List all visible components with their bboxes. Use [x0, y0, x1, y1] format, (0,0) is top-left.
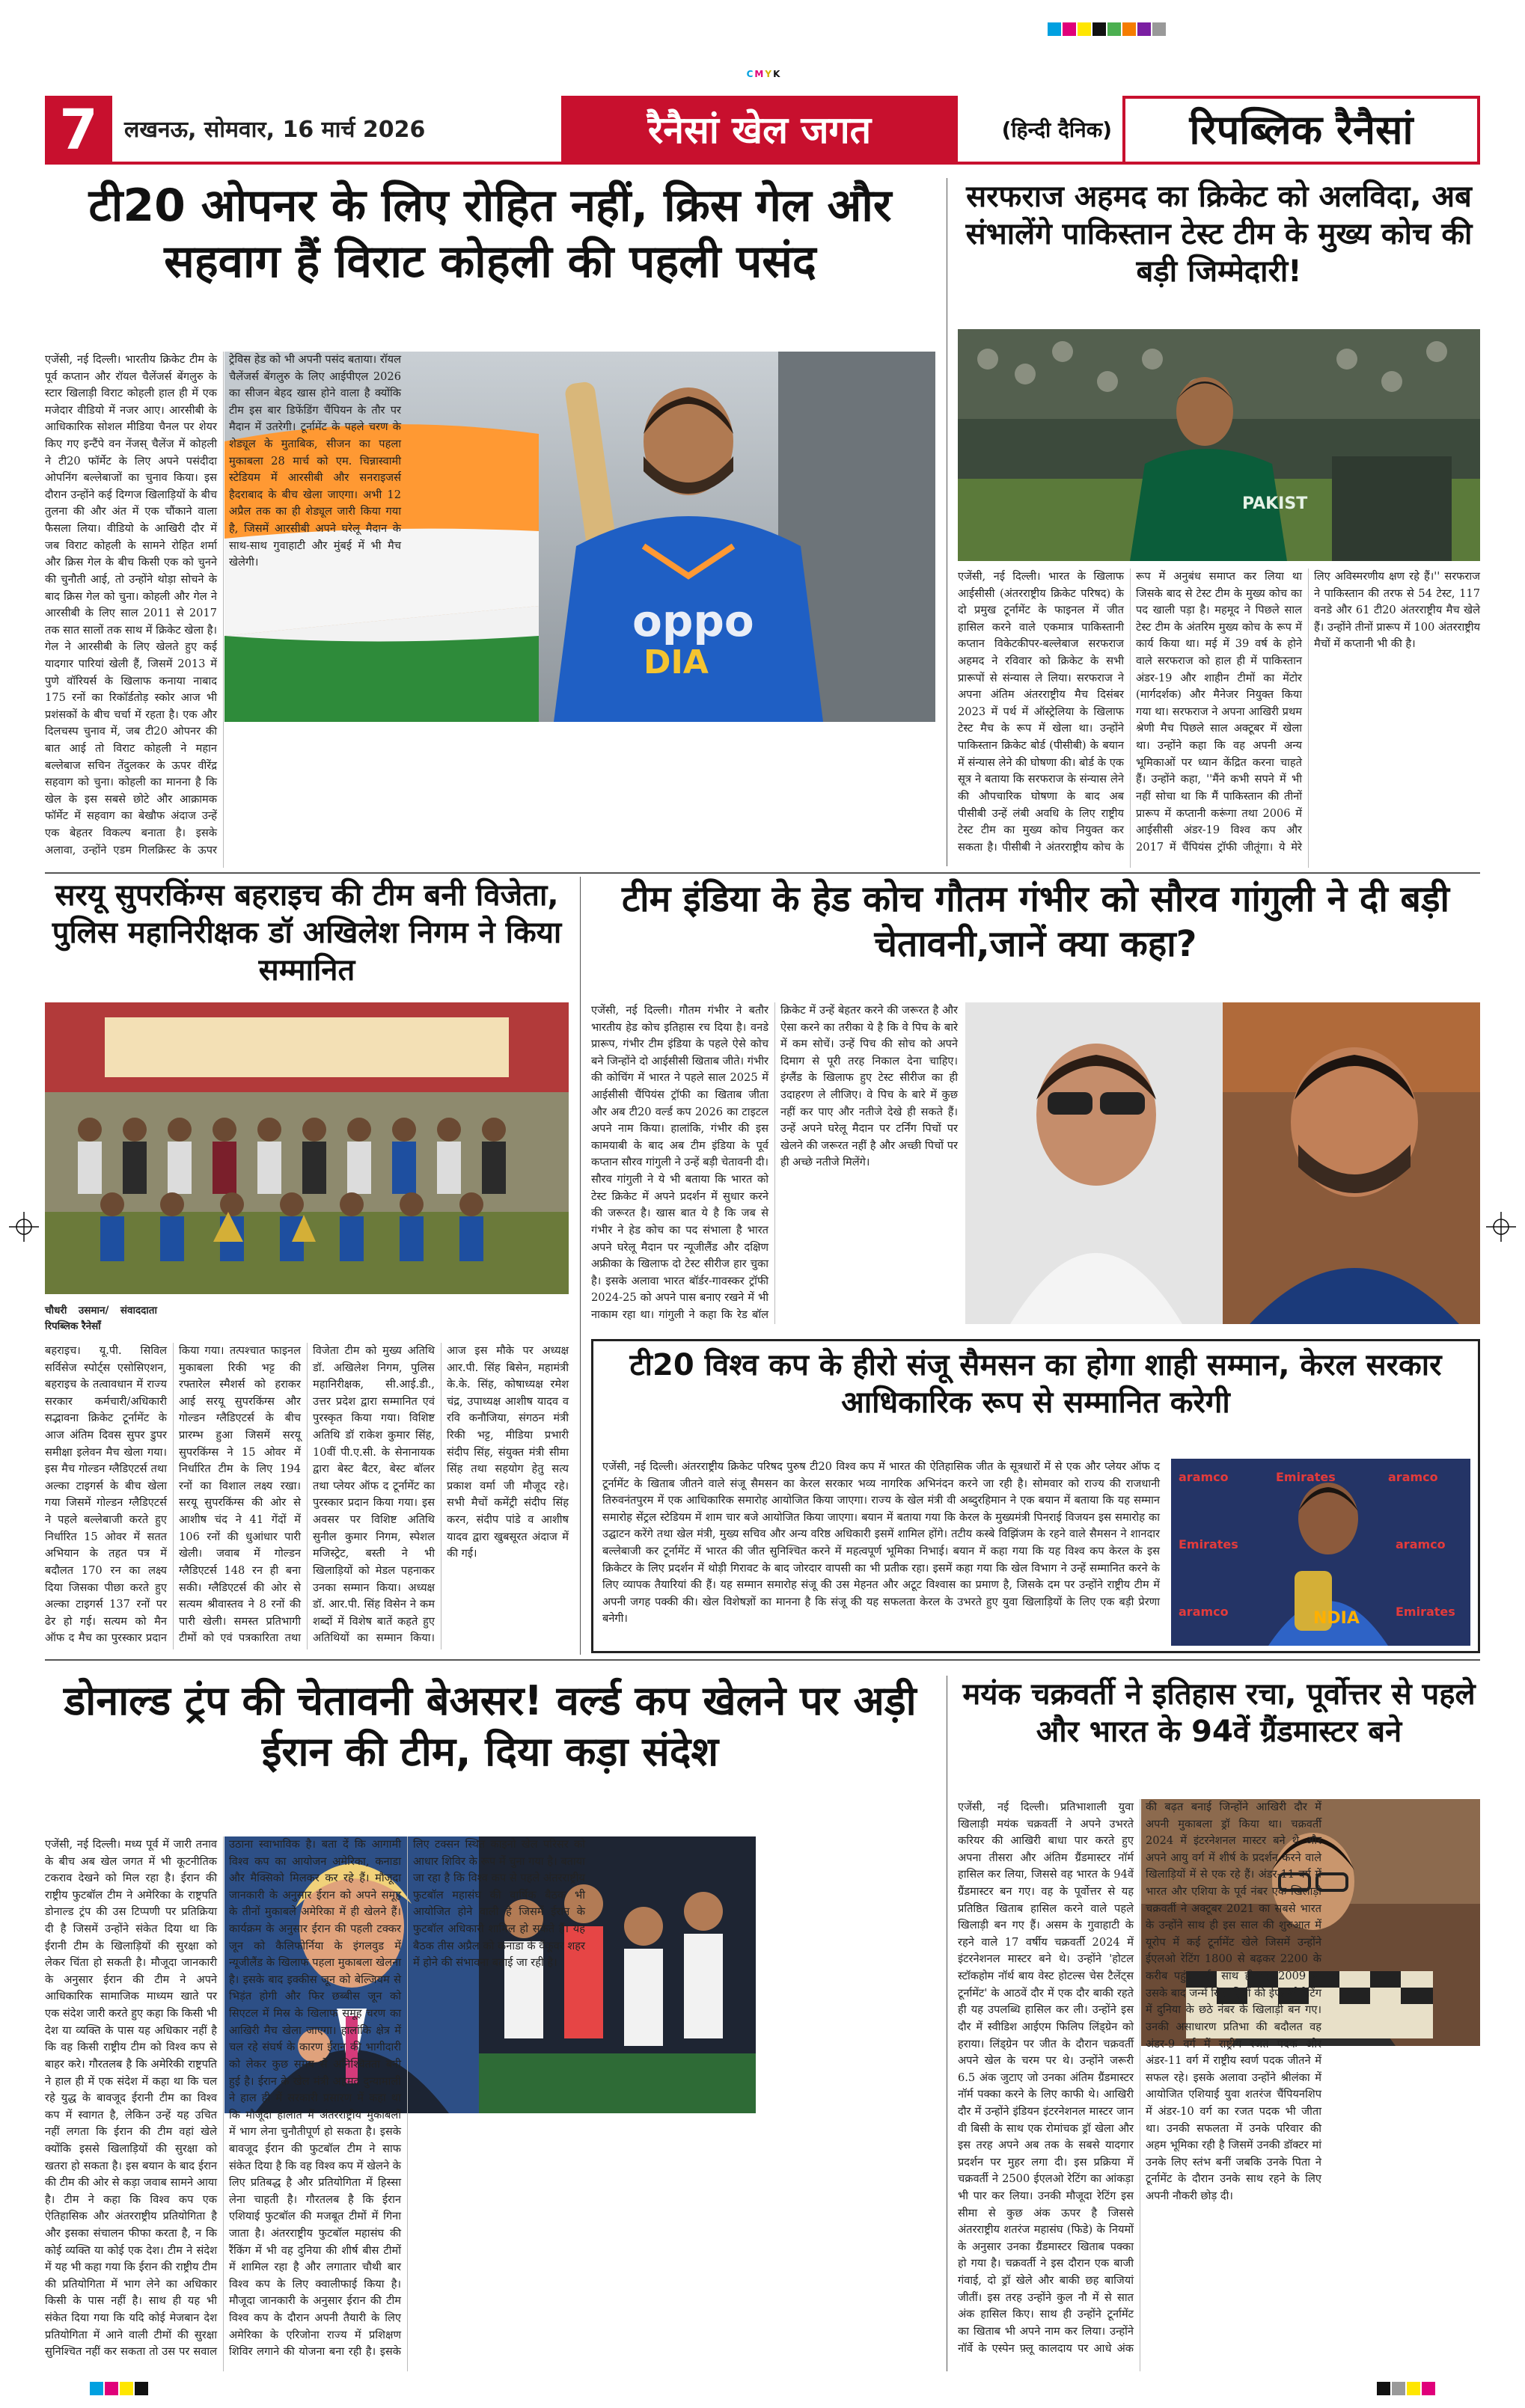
svg-text:Emirates: Emirates: [1179, 1537, 1238, 1551]
samson-body-cols: [602, 1459, 1160, 1646]
gambhir-body-cols: [591, 1002, 958, 1324]
gambhir-headline: टीम इंडिया के हेड कोच गौतम गंभीर को सौरव गांगुली ने दी बड़ी चेतावनी,जानें क्या कहा?: [621, 878, 1449, 965]
svg-text:Emirates: Emirates: [1396, 1605, 1455, 1619]
cmyk-c: C: [746, 69, 754, 79]
masthead: [45, 96, 1480, 165]
bahraich-body: बहराइच। यू.पी. सिविल सर्विसेज स्पोर्ट्स एसोसिएशन, बहराइच के तत्वावधान में राज्य सरकार कर्मचारी/अधिकारी सद्भावना क्रिकेट टूर्नामेंट के आज अंतिम दिवस सुपर डुपर समीक्षा इलेवन मैच खेला गया।इस मैच गोल्डन ग्लैडिएटर्स तथा अल्का टाइगर्स के बीच खेला गया जिसमें गोल्डन ग्लैडिएटर्स ने पहले बल्लेबाजी करते हुए निर्धारित 15 ओवर में सतत अभियान के तहत पत्र में बदौलत 170 रन का लक्ष्य दिया जिसका पीछा करते हुए अल्का टाइगर्स 137 रनों पर ढेर हो गई। सत्यम को मैन ऑफ द मैच का पुरस्कार प्रदान किया गया। तत्पश्चात फाइनल मुकाबला रिकी भट्ट की रफ्तारेल स्मैशर्स को हराकर आई सरयू सुपरकिंग्स और गोल्डन ग्लैडिएटर्स के बीच प्रारम्भ हुआ जिसमें सरयू सुपरकिंग्स ने 15 ओवर में निर्धारित टीम के लिए 194 रनों का विशाल लक्ष्य रखा। सरयू सुपरकिंग्स की ओर से आशीष चंद ने 41 गेंदों में 106 रनों की धुआंधार पारी खेली। जवाब में गोल्डन ग्लैडिएटर्स 148 रन ही बना सकी। ग्लैडिएटर्स की ओर से सत्यम श्रीवास्तव ने 8 रनों की पारी खेली। समस्त प्रतिभागी टीमों को एवं पत्रकारिता तथा विजेता टीम को मुख्य अतिथि डॉ. अखिलेश निगम, पुलिस महानिरीक्षक, सी.आई.डी., उत्तर प्रदेश द्वारा सम्मानित एवं पुरस्कृत किया गया। विशिष्ट अतिथि डॉ राकेश कुमार सिंह, 10वीं पी.ए.सी. के सेनानायक द्वारा बेस्ट बैटर, बेस्ट बॉलर तथा प्लेयर ऑफ द टूर्नामेंट का पुरस्कार प्रदान किया गया। इस अवसर पर विशिष्ट अतिथि सुनील कुमार निगम, स्पेशल मजिस्ट्रेट, बस्ती ने भी खिलाड़ियों को मेडल पहनाकर उनका सम्मान किया। अध्यक्ष डॉ. आर.पी. सिंह विसेन ने कम शब्दों में विशेष बातें कहते हुए अतिथियों का सम्मान किया। आज इस मौके पर अध्यक्ष आर.पी. सिंह बिसेन, महामंत्री के.के. सिंह, कोषाध्यक्ष रमेश चंद्र, उपाध्यक्ष आशीष यादव व रवि कनौजिया, संगठन मंत्री रिकी भट्ट, मीडिया प्रभारी संदीप सिंह, संयुक्त मंत्री सीमा सिंह तथा सहयोग हेतु सत्य प्रकाश वर्मा जी मौजूद रहे। सभी मैचों कमेंट्री संदीप सिंह करन, संदीप पांडे व आशीष यादव द्वारा खुबसूरत अंदाज में की गई।: [45, 1344, 569, 1645]
cmyk-y: Y: [765, 69, 772, 79]
svg-text:DIA: DIA: [644, 643, 709, 681]
svg-text:PAKIST: PAKIST: [1242, 494, 1308, 513]
page-number: 7: [45, 96, 112, 165]
brand-logo: रिपब्लिक रैनैसां: [1122, 96, 1480, 165]
samson-photo: [1171, 1459, 1470, 1646]
sarfaraz-photo-art: [958, 329, 1480, 561]
svg-text:Emirates: Emirates: [1276, 1470, 1336, 1484]
iran-body-cols: [224, 2121, 756, 2371]
crosshair-icon: [1486, 1212, 1516, 1242]
sarfaraz-photo: [958, 329, 1480, 561]
svg-text:NDIA: NDIA: [1313, 1609, 1360, 1628]
mayank-body: एजेंसी, नई दिल्ली। प्रतिभाशाली युवा खिलाड़ी मयंक चक्रवर्ती ने अपने उभरते करियर की आखिरी बाधा पार करते हुए अपना तीसरा और अंतिम ग्रैंडमास्टर नॉर्म हासिल कर लिया, जिससे वह भारत के 94वें ग्रैंडमास्टर बन गए। वह के पूर्वोत्तर से यह प्रतिष्ठित खिताब हासिल करने वाले पहले खिलाड़ी बन गए हैं। असम के गुवाहाटी के रहने वाले 17 वर्षीय चक्रवर्ती 2024 में इंटरनेशनल मास्टर बने थे। उन्होंने 'होटल स्टॉकहोम नॉर्थ बाय वेस्ट होटल्स चेस टैलेंट्स टूर्नामेंट' के आठवें दौर में एक दौर बाकी रहते ही यह उपलब्धि हासिल कर ली। उन्होंने इस दौर में स्वीडिश आईएम फिलिप लिंड्ग्रेन को हराया। लिंड्ग्रेन पर जीत के दौरान चक्रवर्ती अपने खेल के चरम पर थे। उन्होंने जरूरी 6.5 अंक जुटाए जो उनका अंतिम ग्रैंडमास्टर नॉर्म पक्का करने के लिए काफी थे। आखिरी दौर में उन्होंने इंडियन इंटरनेशनल मास्टर जान वी बिसी के साथ एक रोमांचक ड्रॉ खेला और इस तरह अपने अब तक के सबसे यादगार प्रदर्शन पर मुहर लगा दी। इस प्रक्रिया में चक्रवर्ती ने 2500 ईएलओ रेटिंग का आंकड़ा भी पार कर लिया। उनकी मौजूदा रेटिंग इस सीमा से कुछ अंक ऊपर है जिससे अंतरराष्ट्रीय शतरंज महासंघ (फिडे) के नियमों के अनुसार उनका ग्रैंडमास्टर खिताब पक्का हो गया है। चक्रवर्ती ने इस दौरान एक बाजी गंवाई, दो ड्रॉ खेले और बाकी छह बाजियां जीतीं। इस तरह उन्होंने कुल नौ में से सात अंक हासिल किए। साथ ही उन्होंने टूर्नामेंट का खिताब भी अपने नाम कर लिया। उन्होंने नॉर्वे के एस्पेन फ़्लू कालदाय पर आधे अंक की बढ़त बनाई जिन्होंने आखिरी दौर में अपनी मुकाबला ड्रॉ किया था। चक्रवर्ती 2024 में इंटरनेशनल मास्टर बने थे और अपने आयु वर्ग में शीर्ष के प्रदर्शन करने वाले खिलाड़ियों में से एक रहे हैं। अंडर-11 वर्ग में भारत और एशिया के पूर्व नंबर एक खिलाड़ी चक्रवर्ती ने अक्टूबर 2021 का सबसे भारत के उन्होंने साथ ही इस साल की शुरुआत में यूरोप में कई टूर्नामेंट खेले जिसमें उन्होंने ईएलओ रेटिंग 1800 से बढ़कर 2200 के करीब पहुंच गई। साथ ही वह 2009 या उसके बाद जन्में खिलाड़ियों की ईएलओ रेटिंग में दुनिया के छठे नंबर के खिलाड़ी बन गए। उनकी असाधारण प्रतिभा की बदौलत वह अंडर-9 वर्ग में राष्ट्रीय रजत पदक और अंडर-11 वर्ग में राष्ट्रीय स्वर्ण पदक जीतने में सफल रहे। इसके अलावा उन्होंने श्रीलंका में आयोजित एशियाई युवा शतरंज चैंपियनशिप में अंडर-10 वर्ग का रजत पदक भी जीता था। उनकी सफलता में उनके परिवार की अहम भूमिका रही है जिसमें उनकी डॉक्टर मां उनके लिए स्तंभ बनीं जबकि उनके पिता ने टूर्नामेंट के दौरान उनके साथ रहने के लिए अपनी नौकरी छोड़ दी।: [958, 1801, 1321, 2355]
edition-date: लखनऊ, सोमवार, 16 मार्च 2026: [112, 96, 561, 165]
svg-text:aramco: aramco: [1179, 1470, 1229, 1484]
bottom-margin: [0, 2371, 1525, 2408]
sarfaraz-body-cols: [958, 569, 1480, 868]
gambhir-photo: [965, 1002, 1480, 1324]
column-rule: [580, 877, 581, 1655]
sarfaraz-body: एजेंसी, नई दिल्ली। भारत के खिलाफ आईसीसी (अंतरराष्ट्रीय क्रिकेट परिषद) के दो प्रमुख टूर्नामेंट के फाइनल में जीत हासिल करने वाले एकमात्र पाकिस्तानी कप्तान विकेटकीपर-बल्लेबाज सरफराज अहमद ने रविवार को क्रिकेट के सभी प्रारूपों से संन्यास ले लिया। सरफराज ने अपना अंतिम अंतरराष्ट्रीय मैच दिसंबर 2023 में पर्थ में ऑस्ट्रेलिया के खिलाफ टेस्ट मैच के रूप में खेला था। उन्होंने पाकिस्तान क्रिकेट बोर्ड (पीसीबी) के बयान में संन्यास लेने की घोषणा की। बोर्ड के एक सूत्र ने बताया कि सरफराज के संन्यास लेने की औपचारिक घोषणा के बाद अब पीसीबी उन्हें लंबी अवधि के लिए राष्ट्रीय टेस्ट टीम का मुख्य कोच नियुक्त कर सकता है। पीसीबी ने अंतरराष्ट्रीय कोच के रूप में अनुबंध समाप्त कर लिया था जिसके बाद से टेस्ट टीम के मुख्य कोच का पद खाली पड़ा है। महमूद ने पिछले साल टेस्ट टीम के अंतरिम मुख्य कोच के रूप में कार्य किया था। मई में 39 वर्ष के होने वाले सरफराज को हाल ही में पाकिस्तान अंडर-19 और शाहीन टीमों का मेंटोर (मार्गदर्शक) और मैनेजर नियुक्त किया गया था। सरफराज ने अपना आखिरी प्रथम श्रेणी मैच पिछले साल अक्टूबर में खेला था। उन्होंने कहा कि वह अपनी अन्य भूमिकाओं पर ध्यान केंद्रित करना चाहते हैं। उन्होंने कहा, ''मैंने कभी सपने में भी नहीं सोचा था कि मैं पाकिस्तान की तीनों प्रारूप में कप्तानी करूंगा तथा 2006 में आईसीसी अंडर-19 विश्व कप और 2017 में चैंपियंस ट्रॉफी जीतूंगा। ये मेरे लिए अविस्मरणीय क्षण रहे हैं।'' सरफराज ने पाकिस्तान की तरफ से 54 टेस्ट, 117 वनडे और 61 टी20 अंतरराष्ट्रीय मैच खेले हैं। उन्होंने तीनों प्रारूप में 100 अंतरराष्ट्रीय मैचों में कप्तानी भी की है।: [958, 570, 1480, 854]
mayank-body-col1: [958, 1799, 1321, 2371]
section-title: रैनैसां खेल जगत: [561, 96, 958, 165]
bahraich-headline: सरयू सुपरकिंग्स बहराइच की टीम बनी विजेता, पुलिस महानिरीक्षक डॉ अखिलेश निगम ने किया सम्मानित: [52, 878, 562, 987]
iran-body-col1: [45, 1836, 585, 2371]
bahraich-photo-art: [45, 1002, 569, 1294]
cmyk-m: M: [754, 69, 764, 79]
svg-text:oppo: oppo: [632, 595, 754, 646]
sarfaraz-headline: सरफराज अहमद का क्रिकेट को अलविदा, अब संभालेंगे पाकिस्तान टेस्ट टीम के मुख्य कोच की बड़ी जिम्मेदारी!: [965, 180, 1473, 289]
samson-headline: टी20 विश्व कप के हीरो संजू सैमसन का होगा शाही सम्मान, केरल सरकार आधिकारिक रूप से सम्मानित करेगी: [629, 1348, 1442, 1420]
mayank-body-cols: [1141, 2053, 1480, 2371]
gambhir-body: एजेंसी, नई दिल्ली। गौतम गंभीर ने बतौर भारतीय हेड कोच इतिहास रच दिया है। वनडे प्रारूप, गंभीर टीम इंडिया के पहले ऐसे कोच बने जिन्होंने दो आईसीसी खिताब जीते। गंभीर की कोचिंग में भारत ने पहले साल 2025 में आईसीसी चैंपियंस ट्रॉफी का खिताब जीता और अब टी20 वर्ल्ड कप 2026 का टाइटल अपने नाम किया। हालांकि, गंभीर की इस कामयाबी के बाद अब टीम इंडिया के पूर्व कप्तान सौरव गांगुली ने उन्हें बड़ी चेतावनी दी। सौरव गांगुली ने ये भी बताया कि भारत को टेस्ट क्रिकेट में अपने प्रदर्शन में सुधार करने की जरूरत है। खास बात ये है कि जब से गंभीर ने हेड कोच का पद संभाला है भारत अपने घरेलू मैदान पर न्यूजीलैंड और दक्षिण अफ्रीका के खिलाफ दो टेस्ट सीरीज हार चुका है। इसके अलावा भारत बॉर्डर-गावस्कर ट्रॉफी 2024-25 को अपने पास बनाए रखने में भी नाकाम रहा था। गांगुली ने कहा कि रेड बॉल क्रिकेट में उन्हें बेहतर करने की जरूरत है और ऐसा करने का तरीका ये है कि वे पिच के बारे में कम सोचें। उन्हें पिच की सोच को अपने दिमाग से पूरी तरह निकाल देना चाहिए। इंग्लैंड के खिलाफ हुए टेस्ट सीरीज का ही उदाहरण ले लीजिए। वे पिच के बारे में कुछ नहीं कर पाए और नतीजे देखे ही सकते हैं। उन्हें अपने घरेलू मैदान पर टर्निंग पिचों पर खेलने की जरूरत नहीं है और अच्छी पिचों पर ही अच्छे नतीजे मिलेंगे।: [591, 1004, 958, 1321]
svg-text:aramco: aramco: [1179, 1605, 1229, 1619]
svg-text:aramco: aramco: [1396, 1537, 1446, 1551]
cmyk-k: K: [773, 69, 780, 79]
edition-label: (हिन्दी दैनिक): [958, 96, 1122, 165]
bahraich-body-cols: [45, 1343, 569, 1649]
section-divider: [45, 1659, 1480, 1661]
samson-photo-art: [1171, 1459, 1470, 1646]
kohli-headline: टी20 ओपनर के लिए रोहित नहीं, क्रिस गेल और सहवाग हैं विराट कोहली की पहली पसंद: [88, 180, 892, 288]
iran-body: एजेंसी, नई दिल्ली। मध्य पूर्व में जारी तनाव के बीच अब खेल जगत में भी कूटनीतिक टकराव देखने को मिल रहा है। ईरान की राष्ट्रीय फुटबॉल टीम ने अमेरिका के राष्ट्रपति डोनाल्ड ट्रंप की उस टिप्पणी पर प्रतिक्रिया दी है जिसमें उन्होंने संकेत दिया था कि ईरानी टीम के खिलाड़ियों की सुरक्षा को लेकर चिंता हो सकती है। मौजूदा जानकारी के अनुसार ईरान की टीम ने अपने आधिकारिक सामाजिक माध्यम खाते पर एक संदेश जारी करते हुए कहा कि किसी भी देश या व्यक्ति के पास यह अधिकार नहीं है कि वह किसी राष्ट्रीय टीम को विश्व कप से बाहर करे। गौरतलब है कि अमेरिकी राष्ट्रपति ने हाल ही में एक संदेश में कहा था कि चल रहे युद्ध के बावजूद ईरानी टीम का विश्व कप में स्वागत है, लेकिन उन्हें यह उचित नहीं लगता कि ईरान की टीम वहां खेले क्योंकि इससे खिलाड़ियों की सुरक्षा को खतरा हो सकता है। इस बयान के बाद ईरान की टीम की ओर से कड़ा जवाब सामने आया है। टीम ने कहा कि विश्व कप एक ऐतिहासिक और अंतरराष्ट्रीय प्रतियोगिता है और इसका संचालन फीफा करता है, न कि कोई व्यक्ति या कोई एक देश। टीम ने संदेश में यह भी कहा गया कि ईरान की राष्ट्रीय टीम की प्रतियोगिता में भाग लेने का अधिकार किसी के पास नहीं है। साथ ही यह भी संकेत दिया गया कि यदि कोई मेजबान देश प्रतियोगिता में आने वाली टीमों की सुरक्षा सुनिश्चित नहीं कर सकता तो उस पर सवाल उठाना स्वाभाविक है। बता दें कि आगामी विश्व कप का आयोजन अमेरिका, कनाडा और मैक्सिको मिलकर कर रहे हैं। मौजूदा जानकारी के अनुसार ईरान को अपने समूह के तीनों मुकाबले अमेरिका में ही खेलने हैं। कार्यक्रम के अनुसार ईरान की पहली टक्कर जून को कैलिफोर्निया के इंगलवुड में न्यूजीलैंड के खिलाफ पहला मुकाबला खेलना है। इसके बाद इक्कीस जून को बेल्जियम से भिड़ंत होगी और फिर छब्बीस जून को सिएटल में मिस्र के खिलाफ समूह चरण का आखिरी मैच खेला जाएगा। हालांकि क्षेत्र में चल रहे संघर्ष के कारण ईरान की भागीदारी को लेकर कुछ समय से अनिश्चितता बनी हुई है। ईरान के खेल मंत्री अहमद दुन्यामाली ने हाल ही में सरकारी प्रसारण में कहा था कि मौजूदा हालात में अंतरराष्ट्रीय मुकाबलों में भाग लेना चुनौतीपूर्ण हो सकता है। इसके बावजूद ईरान की फुटबॉल टीम ने साफ संकेत दिया है कि वह विश्व कप में खेलने के लिए प्रतिबद्ध है और प्रतियोगिता में हिस्सा लेना चाहती है। गौरतलब है कि ईरान एशियाई फुटबॉल की मजबूत टीमों में गिना जाता है। अंतरराष्ट्रीय फुटबॉल महासंघ की रैंकिंग में भी वह दुनिया की शीर्ष बीस टीमों में शामिल रहा है और लगातार चौथी बार विश्व कप के लिए क्वालीफाई किया है। मौजूदा जानकारी के अनुसार ईरान की टीम विश्व कप के दौरान अपनी तैयारी के लिए अमेरिका के एरिजोना राज्य में प्रशिक्षण शिविर लगाने की योजना बना रही है। इसके लिए टक्सन स्थित काइनो खेल परिसर को आधार शिविर के रूप में चुना गया है। बताया जा रहा है कि विश्व कप से पहले अंतरराष्ट्रीय फुटबॉल महासंघ की वार्षिक बैठक भी आयोजित होने वाली है जिसमें ईरान के फुटबॉल अधिकारी शामिल हो सकते हैं। यह बैठक तीस अप्रैल को कनाडा के वैंकूवर शहर में होने की संभावना बताई जा रही है।: [45, 1838, 585, 2359]
section-divider: [45, 872, 1480, 874]
kohli-body: एजेंसी, नई दिल्ली। भारतीय क्रिकेट टीम के पूर्व कप्तान और रॉयल चैलेंजर्स बेंगलुरु के स्टार खिलाड़ी विराट कोहली हाल ही में एक मजेदार वीडियो में नजर आए। आरसीबी के आधिकारिक सोशल मीडिया चैनल पर शेयर किए गए इन्टैंपे वन नेंजस् चैलेंज में कोहली ने टी20 फॉर्मेट के लिए अपने पसंदीदा ओपनिंग बल्लेबाजों का चुनाव किया। इस दौरान उन्होंने कई दिग्गज खिलाड़ियों के बीच तुलना की और अंत में एक चौंकाने वाला फैसला लिया। वीडियो के आखिरी दौर में जब विराट कोहली के सामने रोहित शर्मा और क्रिस गेल के बीच किसी एक को चुनने की चुनौती आई, तो उन्होंने थोड़ा सोचने के बाद क्रिस गेल को चुना। कोहली और गेल ने आरसीबी के लिए साल 2011 से 2017 तक सात सालों तक साथ में क्रिकेट खेला है। गेल ने आरसीबी के लिए खेलते हुए कई यादगार पारियां खेली हैं, जिसमें 2013 में पुणे वॉरियर्स के खिलाफ कनाया नाबाद 175 रनों का रिकॉर्डतोड़ स्कोर आज भी प्रशंसकों के बीच चर्चा में रहता है। एक और दिलचस्प चुनाव में, जब टी20 ओपनर की बात आई तो विराट कोहली ने महान बल्लेबाज सचिन तेंदुलकर के ऊपर वीरेंद्र सहवाग को चुना। कोहली का मानना है कि खेल के इस सबसे छोटे और आक्रामक फॉर्मेट में सहवाग का बेखौफ अंदाज उन्हें एक बेहतर विकल्प बनाता है। इसके अलावा, उन्होंने एडम गिलक्रिस्ट के ऊपर ट्रेविस हेड को भी अपनी पसंद बताया। रॉयल चैलेंजर्स बेंगलुरु के लिए आईपीएल 2026 का सीजन बेहद खास होने वाला है क्योंकि टीम इस बार डिफेंडिंग चैंपियन के तौर पर मैदान में उतरेगी। टूर्नामेंट के पहले चरण के शेड्यूल के मुताबिक, सीजन का पहला मुकाबला 28 मार्च को एम. चिन्नास्वामी स्टेडियम में आरसीबी और सनराइजर्स हैदराबाद के बीच खेला जाएगा। अभी 12 अप्रैल तक का ही शेड्यूल जारी किया गया है, जिसमें आरसीबी अपने घरेलू मैदान के साथ-साथ गुवाहाटी और मुंबई में भी मैच खेलेगी।: [45, 353, 401, 857]
gambhir-photo-art: [965, 1002, 1480, 1324]
mayank-headline: मयंक चक्रवर्ती ने इतिहास रचा, पूर्वोत्तर से पहले और भारत के 94वें ग्रैंडमास्टर बने: [962, 1677, 1476, 1749]
kohli-body-col1: [45, 352, 401, 868]
registration-marks-bottom: [0, 2371, 1525, 2408]
iran-body-col-last: [763, 1836, 935, 2371]
samson-body: एजेंसी, नई दिल्ली। अंतरराष्ट्रीय क्रिकेट परिषद पुरुष टी20 विश्व कप में भारत की ऐतिहासिक जीत के सूत्रधारों में से एक और प्लेयर ऑफ द टूर्नामेंट के खिताब जीतने वाले संजू सैमसन का केरल सरकार भव्य नागरिक अभिनंदन करने जा रही है। सोमवार को राज्य की राजधानी तिरुवनंतपुरम में एक आधिकारिक समारोह आयोजित किया जाएगा। राज्य के खेल मंत्री वी अब्दुरहिमान ने एक बयान में बताया कि यह सम्मान समारोह सेंट्रल स्टेडियम में शाम चार बजे आयोजित किया जाएगा। बयान में बताया गया कि केरल के मुख्यमंत्री पिनराई विजयन इस समारोह का उद्घाटन करेंगे तथा खेल मंत्री, मुख्य सचिव और अन्य वरिष्ठ अधिकारी इसमें शामिल होंगे। तटीय कस्बे विझिंजम के रहने वाले सैमसन ने शानदार बल्लेबाजी कर टूर्नामेंट में भारत की जीत सुनिश्चित करने में महत्वपूर्ण भूमिका निभाई। बयान में कहा गया कि यह विश्व कप केरल के इस क्रिकेटर के लिए प्रदर्शन में थोड़ी गिरावट के बाद जोरदार वापसी का भी प्रतीक रहा। इसमें कहा गया कि खेल विभाग ने उन्हें सम्मानित करने के लिए व्यापक तैयारियां की हैं। यह सम्मान समारोह संजू की उस मेहनत और अटूट विश्वास का प्रमाण है, जिसके दम पर उन्होंने राष्ट्रीय टीम में अपनी जगह पक्की की। खेल विशेषज्ञों का मानना है कि संजू की यह सफलता केरल के उभरते हुए युवा खिलाड़ियों के लिए एक बड़ी प्रेरणा बनेगी।: [602, 1460, 1160, 1626]
iran-headline: डोनाल्ड ट्रंप की चेतावनी बेअसर! वर्ल्ड कप खेलने पर अड़ी ईरान की टीम, दिया कड़ा संदेश: [64, 1677, 917, 1775]
cmyk-marker: [733, 69, 793, 79]
crosshair-icon: [9, 1212, 39, 1242]
svg-text:aramco: aramco: [1388, 1470, 1438, 1484]
bahraich-byline: चौधरी उसमान/ संवाददाता रिपब्लिक रैनेसाँ: [45, 1305, 157, 1332]
bahraich-photo: [45, 1002, 569, 1294]
kohli-body-cols: [224, 729, 935, 868]
